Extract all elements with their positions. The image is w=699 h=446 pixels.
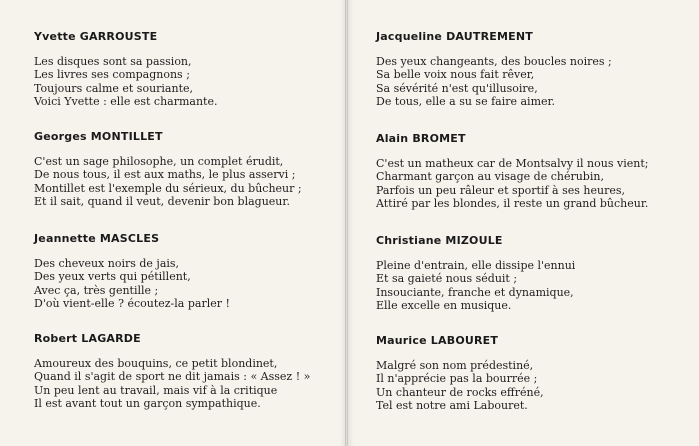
entry-name: Jeannette MASCLES [34,232,160,245]
entry-georges-montillet [34,130,302,208]
verse-line: De nous tous, il est aux maths, le plus asservi ; [34,168,296,182]
verse-line: Charmant garçon au visage de chérubin, [376,170,604,184]
verse-line: Les livres ses compagnons ; [34,68,190,82]
left-page [0,0,346,446]
verse-line: C'est un matheux car de Montsalvy il nous vient; [376,157,649,171]
entry-name: Robert LAGARDE [34,332,141,345]
right-page [347,0,699,446]
entry-alain-bromet [376,132,648,210]
verse-line: Parfois un peu râleur et sportif à ses heures, [376,183,625,197]
verse-line: Tel est notre ami Labouret. [376,398,528,412]
verse-line: C'est un sage philosophe, un complet érudit, [34,155,284,169]
verse-line: Avec ça, très gentille ; [34,283,159,297]
entry-jacqueline-dautrement [376,30,612,108]
verse-line: Sa belle voix nous fait rêver, [376,68,535,82]
verse-line: Un chanteur de rocks effréné, [376,385,544,399]
verse-line: Les disques sont sa passion, [34,55,192,69]
verse-line: Et il sait, quand il veut, devenir bon blagueur. [34,194,290,208]
verse-line: De tous, elle a su se faire aimer. [376,94,556,108]
verse-line: Amoureux des bouquins, ce petit blondinet, [34,357,278,371]
verse-line: Voici Yvette : elle est charmante. [34,94,218,108]
verse-line: Pleine d'entrain, elle dissipe l'ennui [376,259,576,273]
verse-line: Montillet est l'exemple du sérieux, du bûcheur ; [34,181,302,195]
verse-line: Malgré son nom prédestiné, [376,359,534,373]
verse-line: Il est avant tout un garçon sympathique. [34,396,261,410]
entry-maurice-labouret [376,334,544,412]
entry-name: Maurice LABOURET [376,334,499,347]
verse-line: Et sa gaieté nous séduit ; [376,272,518,286]
entry-name: Yvette GARROUSTE [34,30,158,43]
entry-name: Georges MONTILLET [34,130,163,143]
verse-line: D'où vient-elle ? écoutez-la parler ! [34,296,230,310]
entry-jeannette-mascles [34,232,230,310]
entry-christiane-mizoule [376,234,575,312]
verse-line: Toujours calme et souriante, [34,81,194,95]
verse-line: Des yeux verts qui pétillent, [34,270,191,284]
entry-name: Alain BROMET [376,132,466,145]
entry-robert-lagarde [34,332,310,410]
verse-line: Des yeux changeants, des boucles noires ; [376,55,612,69]
verse-line: Un peu lent au travail, mais vif à la critique [34,383,278,397]
verse-line: Attiré par les blondes, il reste un grand bûcheur. [376,196,649,210]
entry-name: Christiane MIZOULE [376,234,503,247]
verse-line: Sa sévérité n'est qu'illusoire, [376,81,538,95]
entry-name: Jacqueline DAUTREMENT [376,30,533,43]
verse-line: Elle excelle en musique. [376,298,512,312]
entry-yvette-garrouste [34,30,217,108]
verse-line: Quand il s'agit de sport ne dit jamais : « Assez ! » [34,370,311,384]
verse-line: Il n'apprécie pas la bourrée ; [376,372,538,386]
verse-line: Des cheveux noirs de jais, [34,257,180,271]
verse-line: Insouciante, franche et dynamique, [376,285,574,299]
